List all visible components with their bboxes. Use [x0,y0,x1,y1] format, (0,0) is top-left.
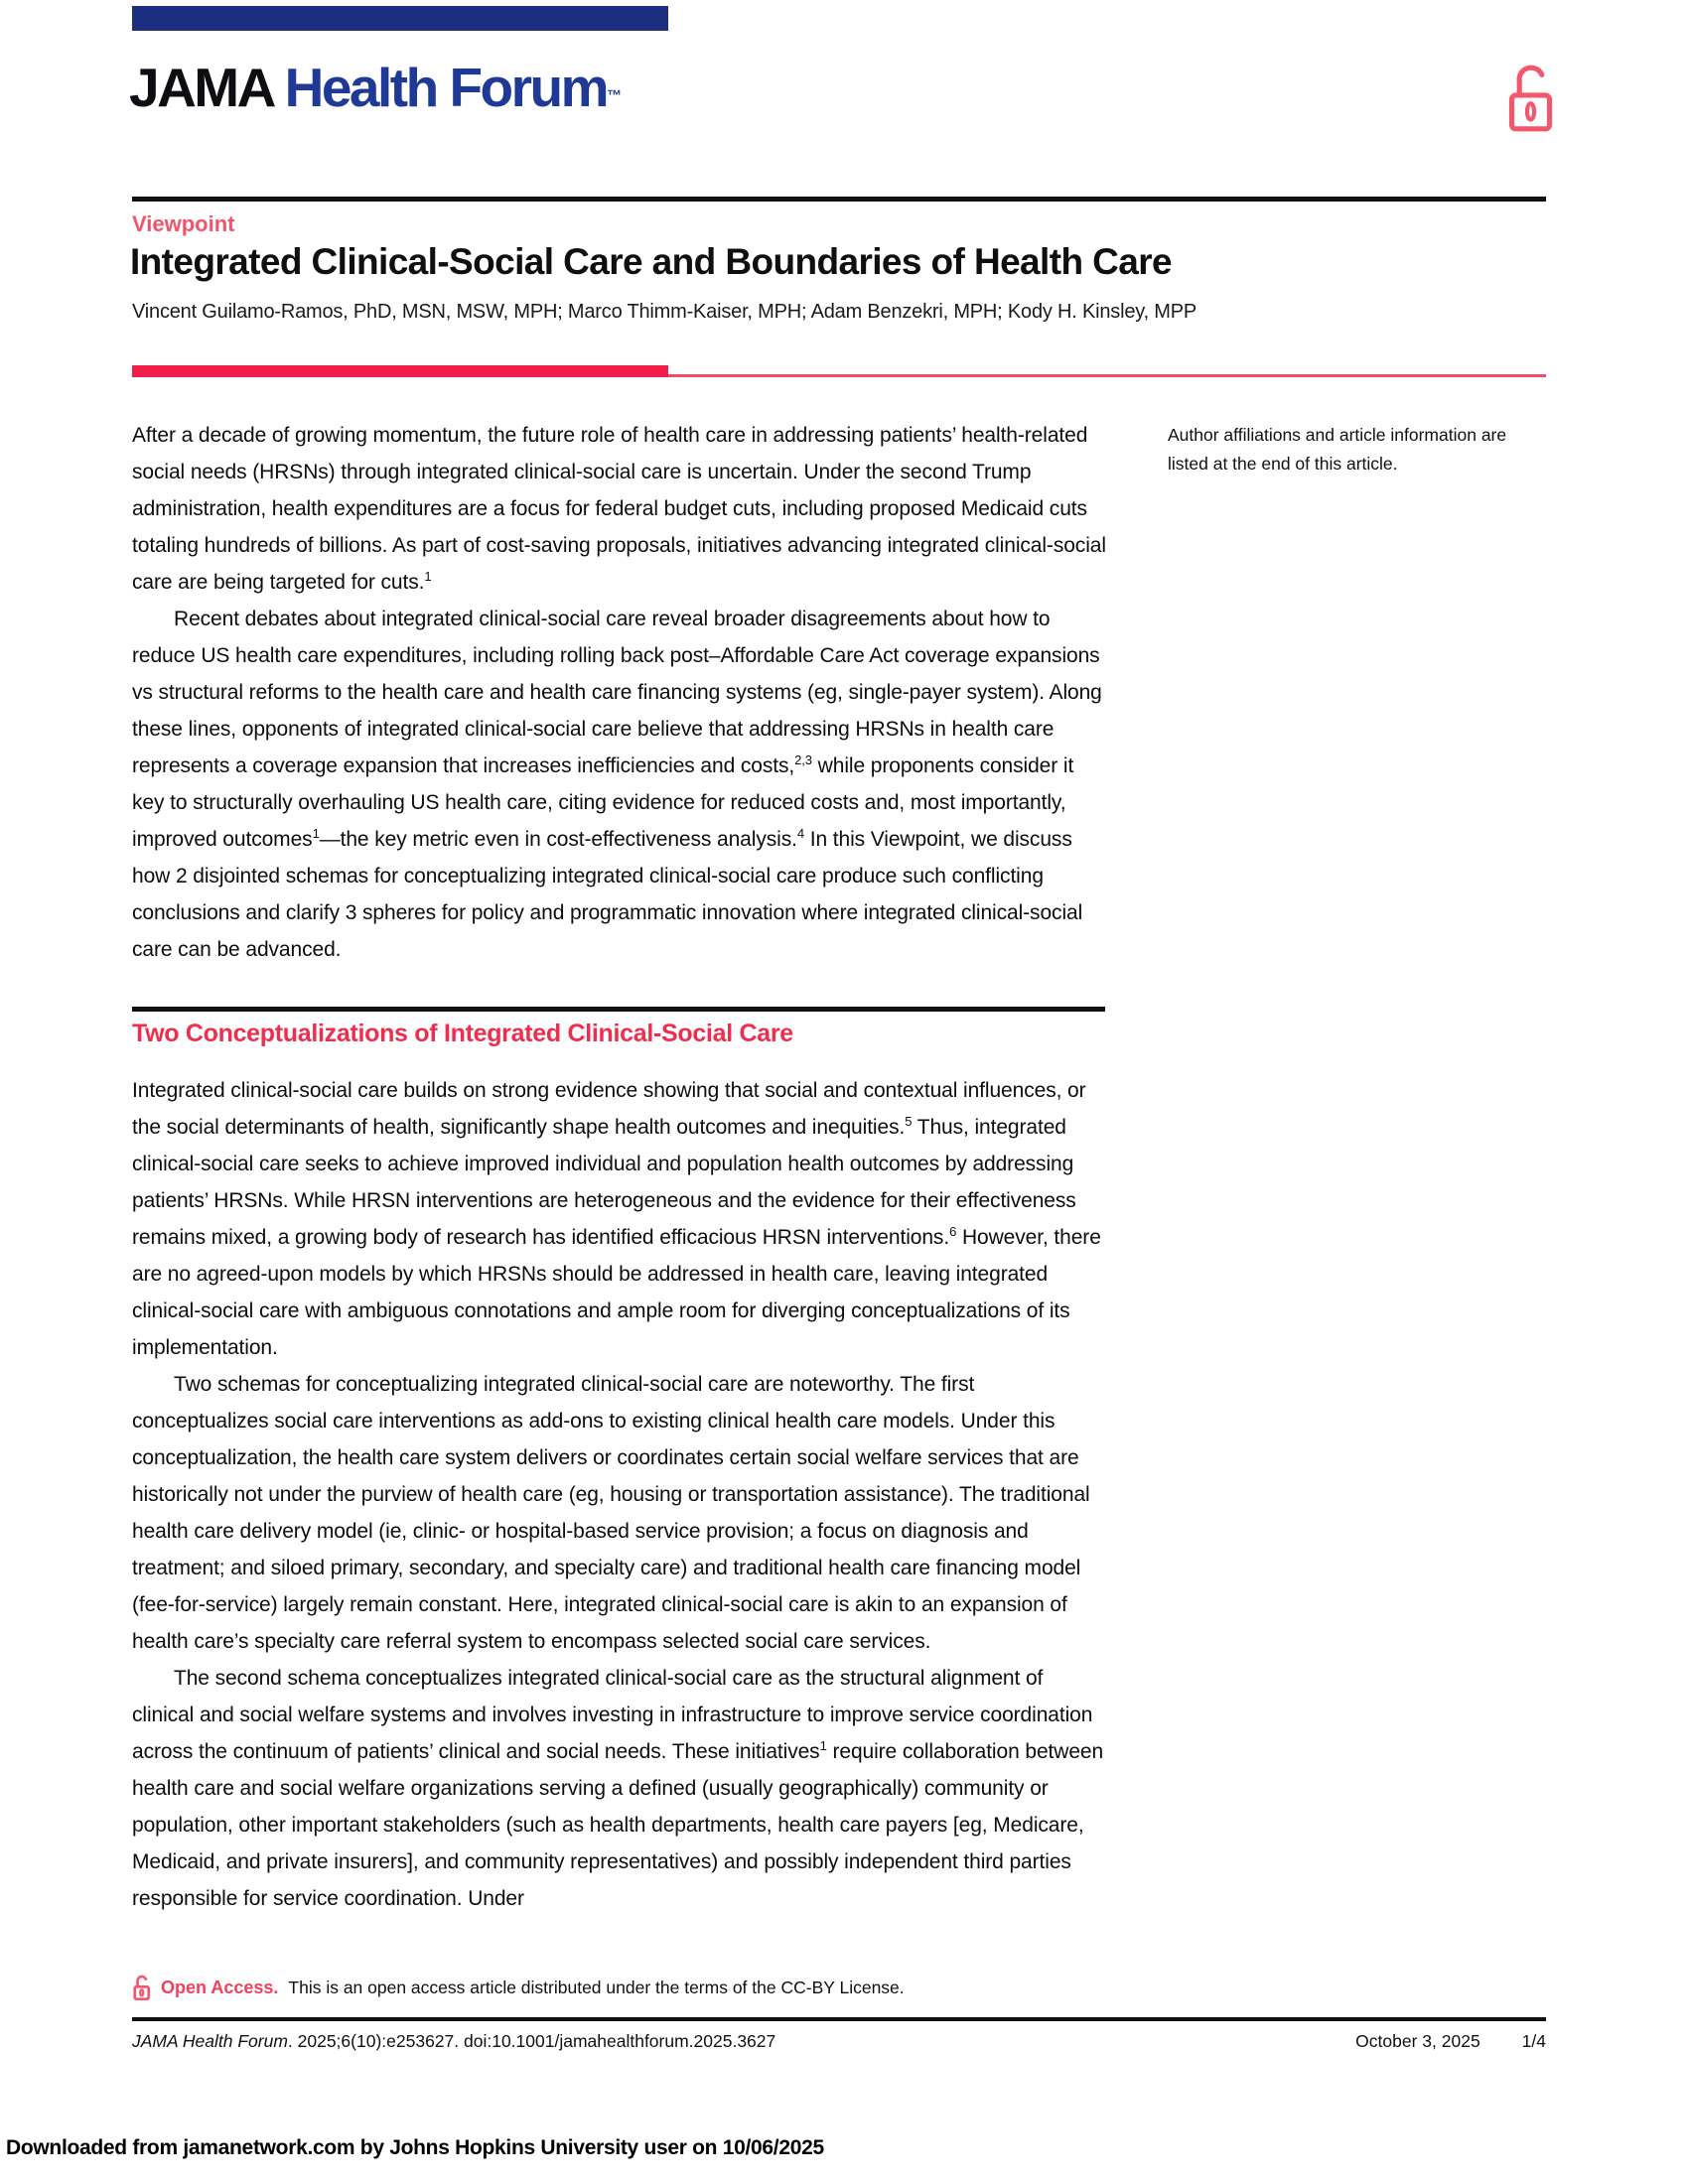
section-paragraph: Two schemas for conceptualizing integrated clinical-social care are noteworthy. The first conceptualizes social care interventions as add-ons to existing clinical health care models. Under this conceptualization, the health care system delivers or coordinates certain social welfare services that are historically not under the purview of health care (eg, housing or transportation assistance). The traditional health care delivery model (ie, clinic- or hospital-based service provision; a focus on diagnosis and treatment; and siloed primary, secondary, and specialty care) and traditional health care financing model (fee-for-service) largely remain constant. Here, integrated clinical-social care is akin to an expansion of health care’s specialty care referral system to encompass selected social care services. [132,1373,1090,1653]
header-rule [132,197,1546,202]
intro-paragraph: Recent debates about integrated clinical-social care reveal broader disagreements about how to reduce US health care expenditures, including rolling back post–Affordable Care Act coverage expansions vs structural reforms to the health care and health care financing systems (eg, single-payer system). Along these lines, opponents of integrated clinical-social care believe that addressing HRSNs in health care represents a coverage expansion that increases inefficiencies and costs,$^{2,3}$ while proponents consider it key to structurally overhauling US health care, citing evidence for reduced costs and, most importantly, improved outcomes$^1$—the key metric even in cost-effectiveness analysis.$^4$ In this Viewpoint, we discuss how 2 disjointed schemas for conceptualizing integrated clinical-social care produce such conflicting conclusions and clarify 3 spheres for policy and programmatic innovation where integrated clinical-social care can be advanced. [132,608,1102,961]
footer-date: October 3, 2025 [1355,2031,1480,2051]
footer-citation [132,2031,775,2052]
section-heading: Two Conceptualizations of Integrated Clinical-Social Care [132,1020,793,1047]
intro-paragraph: After a decade of growing momentum, the future role of health care in addressing patients’ health-related social needs (HRSNs) through integrated clinical-social care is uncertain. Under the second Trump administration, health expenditures are a focus for federal budget cuts, including proposed Medicaid cuts totaling hundreds of billions. As part of cost-saving proposals, initiatives advancing integrated clinical-social care are being targeted for cuts.$^1$ [132,424,1106,594]
open-access-lock-icon [1504,60,1556,135]
accent-thick-bar [132,365,668,377]
open-access-note [132,1974,905,2001]
download-notice: Downloaded from jamanetwork.com by Johns Hopkins University user on 10/06/2025 [6,2136,824,2159]
open-access-text: This is an open access article distributed under the terms of the CC-BY License. [288,1977,905,1997]
section-rule [132,1007,1105,1012]
footer [132,2031,1546,2052]
intro-text-column [132,417,1110,968]
affiliations-note: Author affiliations and article information are listed at the end of this article. [1168,425,1507,474]
footer-citation-rest: . 2025;6(10):e253627. doi:10.1001/jamahealthforum.2025.3627 [287,2031,776,2051]
journal-logo [129,56,622,119]
open-access-label: Open Access. [161,1977,279,1997]
section-paragraph: Integrated clinical-social care builds on strong evidence showing that social and contextual influences, or the social determinants of health, significantly shape health outcomes and inequities.$^5$ Thus, integrated clinical-social care seeks to achieve improved individual and population health outcomes by addressing patients’ HRSNs. While HRSN interventions are heterogeneous and the evidence for their effectiveness remains mixed, a growing body of research has identified efficacious HRSN interventions.$^6$ However, there are no agreed-upon models by which HRSNs should be addressed in health care, leaving integrated clinical-social care with ambiguous connotations and ample room for diverging conceptualizations of its implementation. [132,1079,1101,1359]
masthead-navy-bar [132,6,668,31]
footer-page-number: 1/4 [1521,2031,1546,2051]
section-text-column [132,1072,1110,1917]
article-type-label: Viewpoint [132,211,235,236]
footer-rule [132,2017,1546,2021]
article-title: Integrated Clinical-Social Care and Boundaries of Health Care [130,241,1172,282]
author-byline: Vincent Guilamo-Ramos, PhD, MSN, MSW, MPH; Marco Thimm-Kaiser, MPH; Adam Benzekri, MPH; Kody H. Kinsley, MPP [132,301,1197,323]
health-forum-wordmark: Health Forum [271,57,608,118]
section-paragraph: The second schema conceptualizes integrated clinical-social care as the structural alignment of clinical and social welfare systems and involves investing in infrastructure to improve service coordination across the continuum of patients’ clinical and social needs. These initiatives$^1$ require collaboration between health care and social welfare organizations serving a defined (usually geographically) community or population, other important stakeholders (such as health departments, health care payers [eg, Medicare, Medicaid, and private insurers], and community representatives) and possibly independent third parties responsible for service coordination. Under [132,1667,1104,1910]
jama-wordmark: JAMA [129,57,272,118]
open-access-lock-small-icon [132,1974,151,2001]
trademark-symbol: ™ [607,87,623,104]
footer-journal-name: JAMA Health Forum [132,2031,288,2051]
